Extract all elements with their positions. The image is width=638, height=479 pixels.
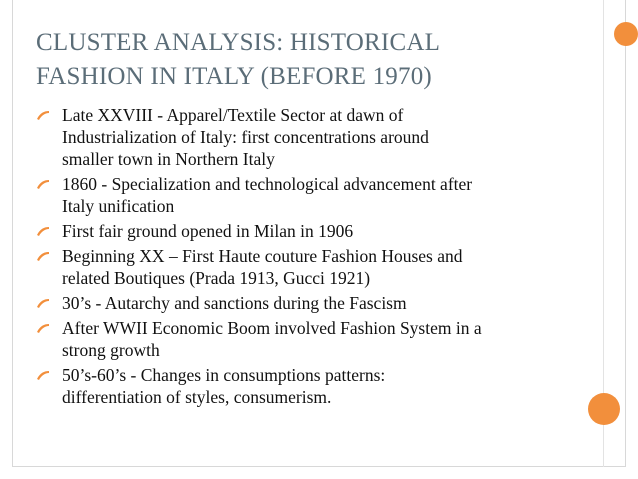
bullet-text-line: smaller town in Northern Italy xyxy=(62,149,275,169)
bullet-text-line: Late XXVIII - Apparel/Textile Sector at dawn of xyxy=(62,105,404,125)
bullet-text-line: 30’s - Autarchy and sanctions during the Fascism xyxy=(62,293,407,313)
bullet-text-line: First fair ground opened in Milan in 1906 xyxy=(62,221,354,241)
bullet-text-line: After WWII Economic Boom involved Fashion System in a xyxy=(62,318,482,338)
bullet-item-3 xyxy=(36,220,596,242)
bullet-text-line: differentiation of styles, consumerism. xyxy=(62,387,332,407)
orange-curved-bullet-icon xyxy=(36,110,50,121)
bullet-item-1 xyxy=(36,104,596,170)
bullet-text-line: 50’s-60’s - Changes in consumptions patterns: xyxy=(62,365,386,385)
bullet-item-2 xyxy=(36,173,596,217)
orange-curved-bullet-icon xyxy=(36,370,50,381)
bullet-item-7 xyxy=(36,364,596,408)
orange-curved-bullet-icon xyxy=(36,251,50,262)
bullet-item-5 xyxy=(36,292,596,314)
bullet-list xyxy=(36,104,596,411)
bullet-text-line: Industrialization of Italy: first concentrations around xyxy=(62,127,429,147)
slide-title-line-2: FASHION IN ITALY (BEFORE 1970) xyxy=(36,63,432,90)
bullet-text-line: related Boutiques (Prada 1913, Gucci 1921) xyxy=(62,268,371,288)
slide-title-line-1: CLUSTER ANALYSIS: HISTORICAL xyxy=(36,29,441,56)
orange-curved-bullet-icon xyxy=(36,179,50,190)
orange-curved-bullet-icon xyxy=(36,298,50,309)
orange-curved-bullet-icon xyxy=(36,323,50,334)
bullet-text-line: Italy unification xyxy=(62,196,175,216)
slide-title xyxy=(36,26,596,94)
bullet-item-4 xyxy=(36,245,596,289)
bullet-text-line: Beginning XX – First Haute couture Fashion Houses and xyxy=(62,246,463,266)
bullet-item-6 xyxy=(36,317,596,361)
orange-circle-top-decoration xyxy=(614,22,638,46)
bullet-text-line: 1860 - Specialization and technological advancement after xyxy=(62,174,473,194)
bullet-text-line: strong growth xyxy=(62,340,160,360)
orange-curved-bullet-icon xyxy=(36,226,50,237)
